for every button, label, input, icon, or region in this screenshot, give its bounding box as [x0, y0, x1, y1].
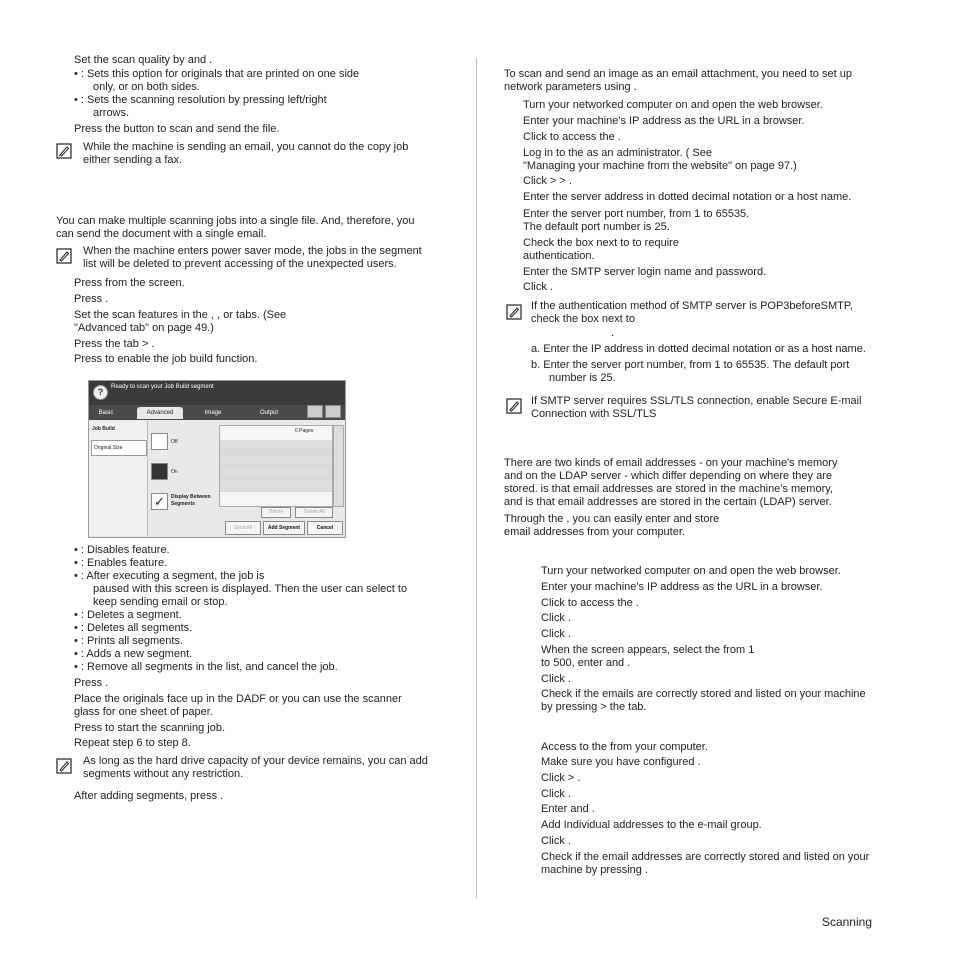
bullet-cancel: • : Remove all segments in the list, and cancel the job. — [74, 661, 338, 673]
off-label: Off — [171, 439, 178, 445]
step-text: Enter the server address in dotted decimal notation or a host name. — [523, 191, 852, 203]
step-text: Click . — [523, 281, 553, 293]
bullet-print-all: • : Prints all segments. — [74, 635, 184, 647]
step-text: When the screen appears, select the from 1 — [541, 644, 755, 656]
segment-list[interactable] — [219, 425, 333, 507]
jobbuild-intro: You can make multiple scanning jobs into a single file. And, therefore, you — [56, 215, 415, 227]
step-text: Set the scan features in the , , or tabs. (See — [74, 309, 287, 321]
list-row — [220, 453, 332, 466]
through-text: email addresses from your computer. — [504, 526, 685, 538]
bullet-duplex-cont: only, or on both sides. — [93, 81, 200, 93]
step-text: Enter and . — [541, 803, 595, 815]
step-text: Press . — [74, 677, 109, 689]
address-intro: There are two kinds of email addresses - on your machine's memory — [504, 457, 838, 469]
tab-advanced[interactable]: Advanced — [137, 407, 183, 419]
address-intro: stored. is that email addresses are stored in the machine's memory, — [504, 483, 833, 495]
quality-intro: Set the scan quality by and . — [74, 54, 213, 66]
note-text: segments without any restriction. — [83, 768, 244, 780]
step-text: Repeat step 6 to step 8. — [74, 737, 191, 749]
note-icon — [56, 143, 72, 159]
step-text: Click . — [541, 673, 571, 685]
step-text: Make sure you have configured . — [541, 756, 701, 768]
step-text: machine by pressing . — [541, 864, 648, 876]
step-text: "Advanced tab" on page 49.) — [74, 322, 214, 334]
note-text: check the box next to — [531, 313, 635, 325]
step-text: Access to the from your computer. — [541, 741, 708, 753]
note-text: . — [611, 327, 615, 339]
note-icon — [506, 304, 522, 320]
bullet-duplex: • : Sets this option for originals that are printed on one side — [74, 68, 360, 80]
step-text: "Managing your machine from the website" on page 97.) — [523, 160, 797, 172]
off-checkbox[interactable] — [151, 433, 168, 450]
step-text: Click . — [541, 612, 571, 624]
step-text: Turn your networked computer on and open the web browser. — [541, 565, 841, 577]
list-row — [220, 440, 332, 453]
address-intro: and is that email addresses are stored in the certain (LDAP) server. — [504, 496, 832, 508]
list-row — [220, 466, 332, 479]
address-intro: and on the LDAP server - which differ depending on where they are — [504, 470, 832, 482]
step-text: Click . — [541, 835, 571, 847]
display-between-label-2: Segments — [171, 501, 195, 507]
step-text: Enter your machine's IP address as the URL in a browser. — [541, 581, 823, 593]
scrollbar[interactable] — [333, 425, 344, 507]
bullet-display-cont: paused with this screen is displayed. Then the user can select to — [93, 583, 408, 595]
jobbuild-intro-cont: can send the document with a single email. — [56, 228, 267, 240]
delete-button[interactable]: Delete — [261, 507, 291, 518]
step-text: Press . — [74, 293, 109, 305]
note-text: When the machine enters power saver mode, the jobs in the segment — [83, 245, 422, 257]
smtp-intro-cont: network parameters using . — [504, 81, 637, 93]
step-press-start: Press the button to scan and send the file. — [74, 123, 280, 135]
bullet-resolution: • : Sets the scanning resolution by pressing left/right — [74, 94, 327, 106]
sub-step-b: b. Enter the server port number, from 1 to 65535. The default port — [531, 359, 850, 371]
note-text: list will be deleted to prevent accessing of the unexpected users. — [83, 258, 397, 270]
note-text: either sending a fax. — [83, 154, 183, 166]
step-text: Press to enable the job build function. — [74, 353, 258, 365]
smtp-intro: To scan and send an image as an email attachment, you need to set up — [504, 68, 852, 80]
send-all-button[interactable]: Send All — [225, 521, 261, 535]
step-text: Turn your networked computer on and open the web browser. — [523, 99, 823, 111]
step-text: Add Individual addresses to the e-mail group. — [541, 819, 762, 831]
step-text: Click . — [541, 788, 571, 800]
step-text: Check the box next to to require — [523, 237, 679, 249]
list-row — [220, 479, 332, 492]
sub-step-a: a. Enter the IP address in dotted decimal notation or as a host name. — [531, 343, 866, 355]
note-icon — [506, 398, 522, 414]
job-build-label: Job Build — [92, 426, 115, 432]
bullet-display-cont: keep sending email or stop. — [93, 596, 228, 608]
step-text: Log in to the as an administrator. ( See — [523, 147, 712, 159]
bullet-add: • : Adds a new segment. — [74, 648, 193, 660]
bullet-on: • : Enables feature. — [74, 557, 168, 569]
on-label: On — [171, 469, 178, 475]
help-icon: ? — [93, 385, 108, 400]
sub-step-b-cont: number is 25. — [549, 372, 616, 384]
step-text: Press from the screen. — [74, 277, 185, 289]
step-text: The default port number is 25. — [523, 221, 670, 233]
through-text: Through the , you can easily enter and store — [504, 513, 720, 525]
note-text: While the machine is sending an email, you cannot do the copy job — [83, 141, 409, 153]
step-text: Press the tab > . — [74, 338, 155, 350]
original-size-button[interactable]: Original Size — [91, 440, 147, 456]
bullet-off: • : Disables feature. — [74, 544, 170, 556]
add-segment-button[interactable]: Add Segment — [263, 521, 305, 535]
step-text: Check if the email addresses are correctly stored and listed on your — [541, 851, 870, 863]
step-text: by pressing > the tab. — [541, 701, 647, 713]
step-text: Click > . — [541, 772, 581, 784]
step-text: to 500, enter and . — [541, 657, 631, 669]
step-text: Check if the emails are correctly stored and listed on your machine — [541, 688, 866, 700]
scroll-left-button[interactable] — [307, 405, 323, 418]
tab-image[interactable]: Image — [204, 410, 222, 416]
step-text: Enter your machine's IP address as the URL in a browser. — [523, 115, 805, 127]
bullet-delete: • : Deletes a segment. — [74, 609, 182, 621]
note-text: Connection with SSL/TLS — [531, 408, 657, 420]
step-text: Click to access the . — [523, 131, 621, 143]
note-icon — [56, 248, 72, 264]
cancel-button[interactable]: Cancel — [307, 521, 343, 535]
step-text: Enter the SMTP server login name and password. — [523, 266, 767, 278]
on-checkbox[interactable] — [151, 463, 168, 480]
bullet-resolution-cont: arrows. — [93, 107, 130, 119]
step-text: Click to access the . — [541, 597, 639, 609]
step-text: Place the originals face up in the DADF or you can use the scanner — [74, 693, 402, 705]
job-build-screenshot — [88, 380, 346, 538]
display-between-label: Display Between — [171, 494, 211, 500]
page-count: 0 Pages — [295, 428, 314, 434]
delete-all-button[interactable]: Delete All — [295, 507, 333, 518]
note-text: As long as the hard drive capacity of your device remains, you can add — [83, 755, 428, 767]
step-text: Click > > . — [523, 175, 572, 187]
option-panel — [89, 421, 148, 536]
screen-title: Ready to scan your Job Build segment — [111, 384, 214, 390]
tab-basic[interactable]: Basic — [98, 410, 114, 416]
step-text: Click . — [541, 628, 571, 640]
footer-section-label: Scanning — [821, 915, 872, 929]
home-button[interactable] — [325, 405, 341, 418]
step-text: glass for one sheet of paper. — [74, 706, 213, 718]
step-after: After adding segments, press . — [74, 790, 224, 802]
step-text: Enter the server port number, from 1 to 65535. — [523, 208, 750, 220]
bullet-delete-all: • : Deletes all segments. — [74, 622, 193, 634]
tab-output[interactable]: Output — [259, 410, 278, 416]
column-divider — [476, 58, 477, 898]
step-text: authentication. — [523, 250, 595, 262]
display-between-checkbox[interactable]: ✓ — [151, 493, 168, 510]
step-text: Press to start the scanning job. — [74, 722, 226, 734]
bullet-display: • : After executing a segment, the job is — [74, 570, 265, 582]
note-text: If the authentication method of SMTP server is POP3beforeSMTP, — [531, 300, 853, 312]
note-icon — [56, 758, 72, 774]
note-text: If SMTP server requires SSL/TLS connection, enable Secure E-mail — [531, 395, 862, 407]
